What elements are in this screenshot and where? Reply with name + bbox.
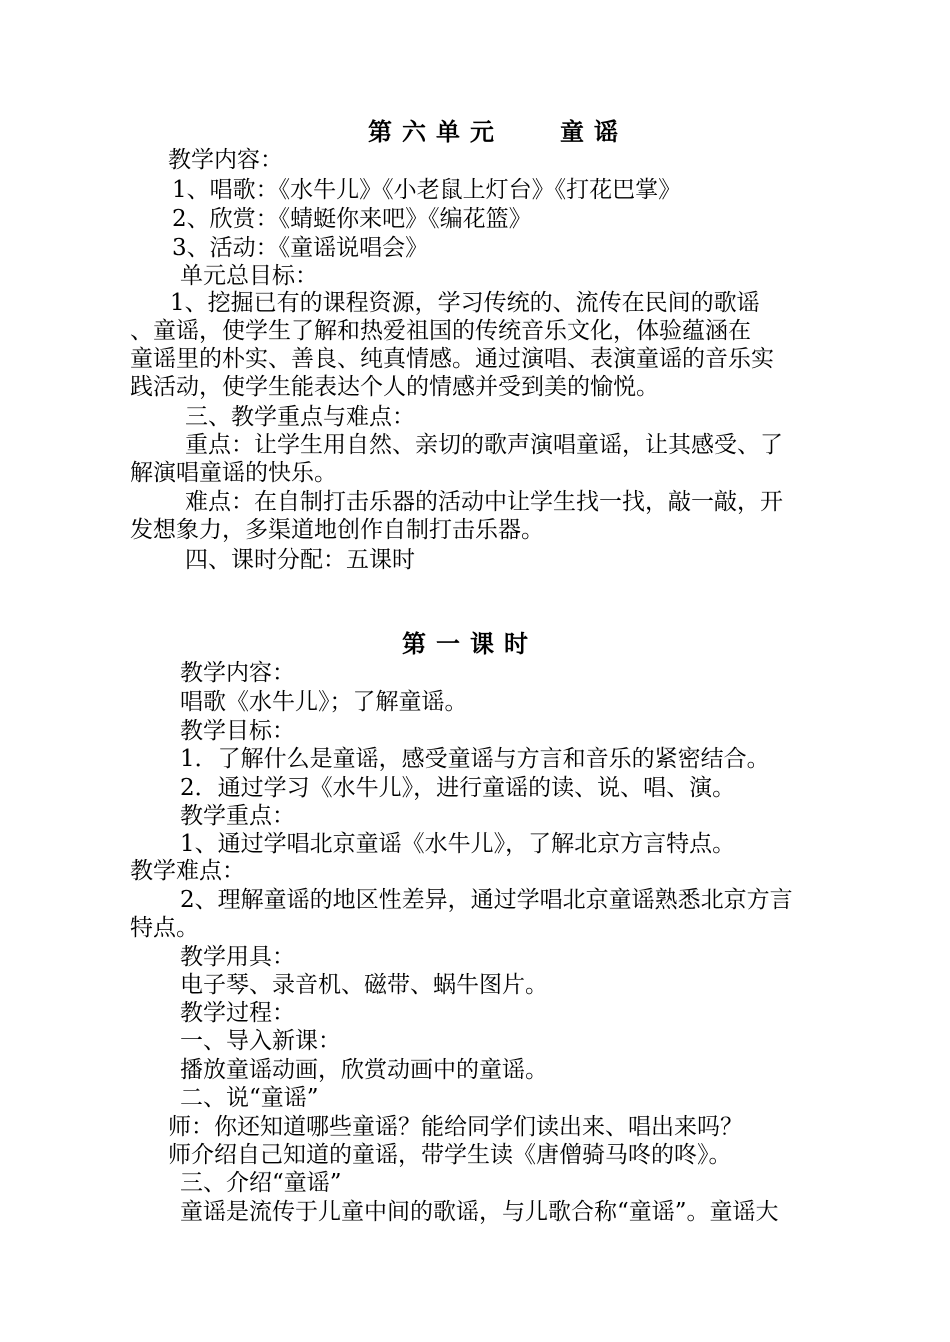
lesson-line: 一、导入新课：: [180, 1028, 341, 1054]
lesson-title: 第一课时: [402, 629, 538, 658]
unit-line: 四、课时分配：五课时: [185, 547, 415, 573]
lesson-line: 1、通过学唱北京童谣《水牛儿》，了解北京方言特点。: [180, 831, 736, 857]
unit-line: 发想象力，多渠道地创作自制打击乐器。: [130, 517, 544, 543]
unit-line: 、童谣，使学生了解和热爱祖国的传统音乐文化，体验蕴涵在: [130, 318, 751, 344]
unit-line: 童谣里的朴实、善良、纯真情感。通过演唱、表演童谣的音乐实: [130, 346, 774, 372]
lesson-line: 2．通过学习《水牛儿》，进行童谣的读、说、唱、演。: [180, 775, 736, 801]
lesson-line: 特点。: [130, 915, 199, 941]
lesson-line: 二、说“童谣”: [180, 1085, 319, 1111]
lesson-line: 教学难点：: [130, 858, 245, 884]
lesson-line: 教学内容：: [180, 660, 295, 686]
unit-line: 难点：在自制打击乐器的活动中让学生找一找，敲一敲，开: [185, 489, 783, 515]
lesson-line: 教学目标：: [180, 718, 295, 744]
unit-title-left: 第六单元: [368, 117, 504, 146]
unit-title-right: 童谣: [560, 117, 628, 146]
unit-line: 重点：让学生用自然、亲切的歌声演唱童谣，让其感受、了: [185, 432, 783, 458]
unit-line: 教学内容：: [168, 147, 283, 173]
unit-line: 解演唱童谣的快乐。: [130, 460, 337, 486]
lesson-line: 播放童谣动画，欣赏动画中的童谣。: [180, 1057, 548, 1083]
unit-line: 三、教学重点与难点：: [185, 404, 415, 430]
unit-line: 1、唱歌：《水牛儿》《小老鼠上灯台》《打花巴掌》: [172, 177, 682, 203]
lesson-line: 唱歌《水牛儿》；了解童谣。: [180, 689, 468, 715]
unit-line: 3、活动：《童谣说唱会》: [172, 235, 429, 261]
lesson-line: 三、介绍“童谣”: [180, 1170, 342, 1196]
lesson-line: 教学重点：: [180, 803, 295, 829]
lesson-line: 电子琴、录音机、磁带、蜗牛图片。: [180, 972, 548, 998]
unit-line: 单元总目标：: [180, 263, 318, 289]
unit-title: [368, 116, 628, 148]
lesson-line: 师：你还知道哪些童谣？能给同学们读出来、唱出来吗？: [168, 1114, 743, 1140]
lesson-line: 教学过程：: [180, 1000, 295, 1026]
unit-line: 1、挖掘已有的课程资源，学习传统的、流传在民间的歌谣: [170, 290, 760, 316]
unit-line: 2、欣赏：《蜻蜓你来吧》《编花篮》: [172, 206, 532, 232]
lesson-line: 2、理解童谣的地区性差异，通过学唱北京童谣熟悉北京方言: [180, 887, 793, 913]
lesson-line: 童谣是流传于儿童中间的歌谣，与儿歌合称“童谣”。童谣大: [180, 1199, 779, 1225]
lesson-line: 1．了解什么是童谣，感受童谣与方言和音乐的紧密结合。: [180, 746, 770, 772]
lesson-line: 教学用具：: [180, 944, 295, 970]
unit-line: 践活动，使学生能表达个人的情感并受到美的愉悦。: [130, 374, 659, 400]
lesson-line: 师介绍自己知道的童谣，带学生读《唐僧骑马咚的咚》。: [168, 1142, 732, 1168]
